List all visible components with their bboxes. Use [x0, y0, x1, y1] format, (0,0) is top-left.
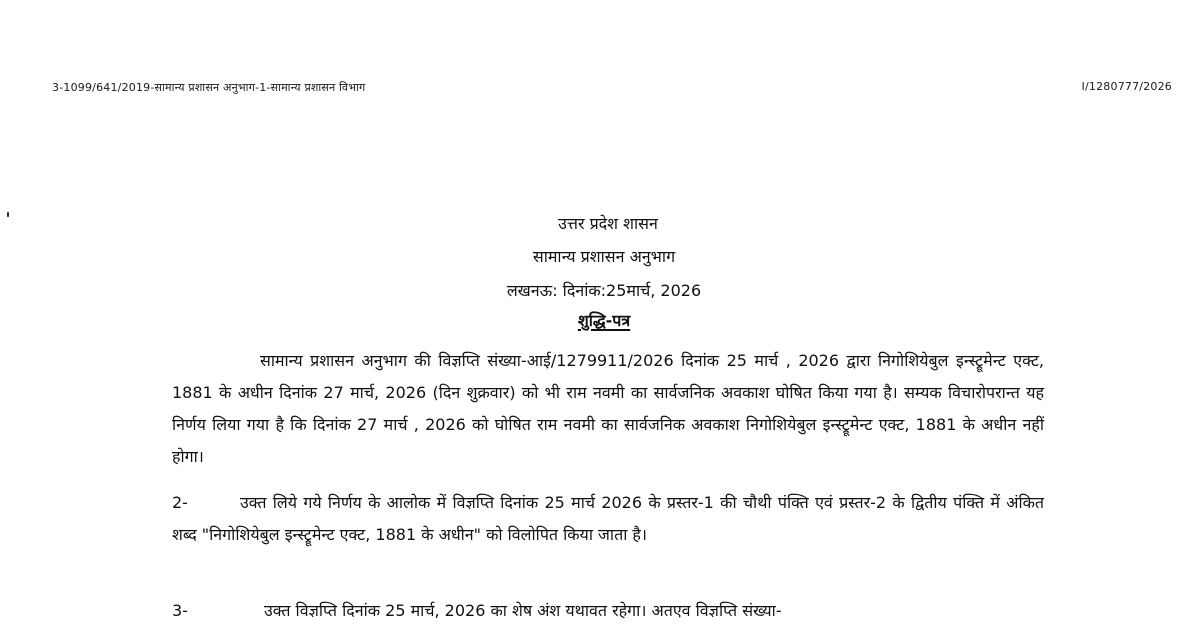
paragraph-2-text: उक्त लिये गये निर्णय के आलोक में विज्ञप्ति दिनांक 25 मार्च 2026 के प्रस्तर-1 की चौथी पंक्ति एवं प्रस्तर-2 के द्वितीय पंक्ति में अंकित शब्द "निगोशियेबुल इन्स्ट्रूमेन्ट एक्ट, 1881 के अधीन" को विलोपित किया जाता है।: [172, 493, 1044, 544]
paragraph-2-number: 2-: [172, 493, 188, 512]
document-title-text: शुद्धि-पत्र: [577, 311, 631, 330]
department-name: सामान्य प्रशासन अनुभाग: [532, 247, 676, 266]
document-title: [4, 309, 1200, 331]
paragraph-3-text: उक्त विज्ञप्ति दिनांक 25 मार्च, 2026 का शेष अंश यथावत रहेगा। अतएव विज्ञप्ति संख्या-: [264, 601, 782, 620]
document-number: I/1280777/2026: [1081, 80, 1172, 93]
paragraph-3: [172, 595, 1044, 627]
file-reference: 3-1099/641/2019-सामान्य प्रशासन अनुभाग-1-सामान्य प्रशासन विभाग: [52, 81, 366, 94]
paragraph-1: सामान्य प्रशासन अनुभाग की विज्ञप्ति संख्या-आई/1279911/2026 दिनांक 25 मार्च , 2026 द्वारा निगोशियेबुल इन्स्ट्रूमेन्ट एक्ट, 1881 के अधीन दिनांक 27 मार्च, 2026 (दिन शुक्रवार) को भी राम नवमी का सार्वजनिक अवकाश घोषित किया गया है। सम्यक विचारोपरान्त यह निर्णय लिया गया है कि दिनांक 27 मार्च , 2026 को घोषित राम नवमी का सार्वजनिक अवकाश निगोशियेबुल इन्स्ट्रूमेन्ट एक्ट, 1881 के अधीन नहीं होगा।: [172, 351, 1044, 466]
paragraph-3-number: 3-: [172, 601, 188, 620]
paragraph-2: [172, 487, 1044, 551]
government-name: उत्तर प्रदेश शासन: [558, 214, 658, 233]
place-and-date: लखनऊ: दिनांक:25मार्च, 2026: [506, 281, 702, 300]
